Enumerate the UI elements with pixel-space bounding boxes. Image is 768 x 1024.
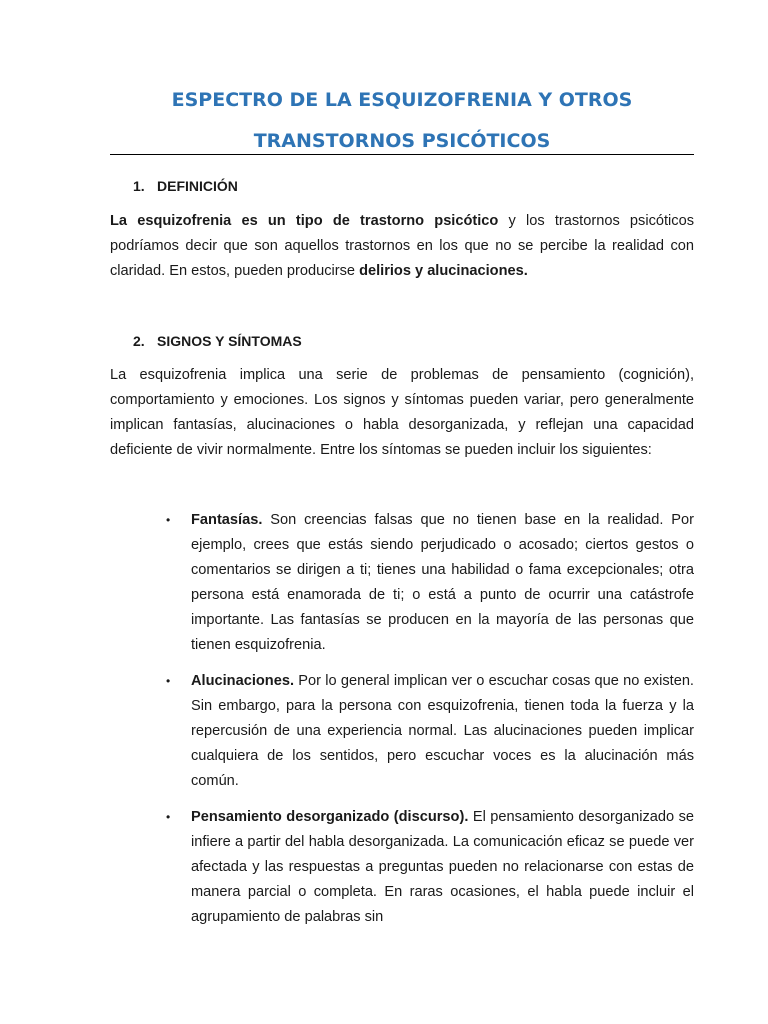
bullet-item-fantasias [191, 508, 694, 658]
section-number: 1. [133, 178, 145, 194]
bullet-text: Son creencias falsas que no tienen base en la realidad. Por ejemplo, crees que estás siendo perjudicado o acosado; ciertos gestos o comentarios se dirigen a ti; tienes una habilidad o fama excepcionales; otra persona está enamorada de ti; o está a punto de ocurrir una catástrofe importante. Las fantasías se producen en la mayoría de las personas que tienen esquizofrenia. [191, 512, 694, 653]
bullet-term: Fantasías. [191, 512, 263, 528]
section-heading-definicion [133, 178, 238, 194]
bullet-dot-icon: • [166, 674, 171, 688]
definition-bold-end: delirios y alucinaciones. [359, 263, 528, 279]
bullet-term: Pensamiento desorganizado (discurso). [191, 809, 469, 825]
definition-bold-lead: La esquizofrenia es un tipo de trastorno psicótico [110, 213, 499, 229]
bullet-text: Por lo general implican ver o escuchar cosas que no existen. Sin embargo, para la persona con esquizofrenia, tienen toda la fuerza y la repercusión de una experiencia normal. Las alucinaciones pueden implicar cualquiera de los sentidos, pero escuchar voces es la alucinación más común. [191, 673, 694, 789]
symptoms-intro-paragraph: La esquizofrenia implica una serie de problemas de pensamiento (cognición), comportamiento y emociones. Los signos y síntomas pueden variar, pero generalmente implican fantasías, alucinaciones o habla desorganizada, y reflejan una capacidad deficiente de vivir normalmente. Entre los síntomas se pueden incluir los siguientes: [110, 367, 694, 458]
bullet-term: Alucinaciones. [191, 673, 294, 689]
section-heading-text: SIGNOS Y SÍNTOMAS [157, 333, 302, 349]
title-divider [110, 154, 694, 155]
document-title-line-1: ESPECTRO DE LA ESQUIZOFRENIA Y OTROS [171, 89, 633, 111]
document-title-line-2: TRANSTORNOS PSICÓTICOS [253, 130, 551, 152]
bullet-text: El pensamiento desorganizado se infiere a partir del habla desorganizada. La comunicación eficaz se puede ver afectada y las respuestas a preguntas pueden no relacionarse con estas de manera parcial o completa. En raras ocasiones, el habla puede incluir el agrupamiento de palabras sin [191, 809, 694, 925]
bullet-dot-icon: • [166, 513, 171, 527]
section-heading-signos [133, 333, 302, 349]
bullet-item-alucinaciones [191, 669, 694, 794]
definition-paragraph [110, 209, 694, 284]
definition-text: y los trastornos psicóticos podríamos decir que son aquellos trastornos en los que no se percibe la realidad con claridad. En estos, pueden producirse [110, 213, 694, 279]
bullet-item-pensamiento [191, 805, 694, 930]
bullet-dot-icon: • [166, 810, 171, 824]
section-number: 2. [133, 333, 145, 349]
section-heading-text: DEFINICIÓN [157, 178, 238, 194]
